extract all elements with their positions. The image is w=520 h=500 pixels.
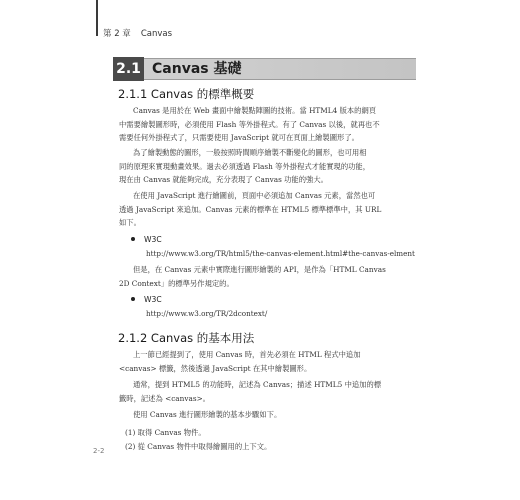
bullet-label: W3C	[144, 235, 162, 244]
paragraph-6	[119, 378, 419, 405]
text-line: 通常，提到 HTML5 的功能時，記述為 Canvas；描述 HTML5 中追加的標	[133, 380, 382, 389]
text-line: 2D Context」的標準另作規定的。	[119, 278, 234, 288]
paragraph-2	[119, 146, 419, 187]
chapter-label: 第 2 章	[103, 29, 131, 39]
text-line: Canvas 是用於在 Web 畫面中繪製點陣圖的技術。當 HTML4 版本的網頁	[133, 106, 377, 115]
paragraph-5	[119, 348, 419, 375]
text-line: 上一節已經提到了，使用 Canvas 時，首先必須在 HTML 程式中追加	[133, 350, 361, 359]
step-item: (2) 從 Canvas 物件中取得繪圖用的上下文。	[125, 442, 272, 451]
bullet-label: W3C	[144, 295, 162, 304]
reference-url: http://www.w3.org/TR/html5/the-canvas-element.html#the-canvas-elment	[146, 249, 415, 258]
text-line: 透過 JavaScript 來追加。Canvas 元素的標準在 HTML5 標準標準中，其 URL	[119, 204, 382, 214]
paragraph-7	[119, 408, 419, 422]
text-line: 中需要繪製圖形時，必須使用 Flash 等外掛程式。有了 Canvas 以後，就再也不	[119, 119, 380, 129]
bullet-icon	[131, 237, 135, 241]
bullet-icon	[131, 297, 135, 301]
text-line: 為了繪製動態的圖形，一般按照時間順序繪製不斷變化的圖形，也可用相	[133, 148, 367, 157]
paragraph-1	[119, 104, 419, 145]
text-line: 使用 Canvas 進行圖形繪製的基本步驟如下。	[133, 410, 282, 419]
bullet-item	[131, 235, 162, 244]
text-line: 但是，在 Canvas 元素中實際進行圖形繪製的 API，是作為「HTML Canvas	[133, 265, 386, 274]
text-line: 籤時，記述為 <canvas>。	[119, 393, 210, 403]
text-line: 現在由 Canvas 就能夠完成，充分表現了 Canvas 功能的強大。	[119, 175, 328, 184]
subsection-heading-1: 2.1.1 Canvas 的標準概要	[118, 87, 255, 101]
reference-url: http://www.w3.org/TR/2dcontext/	[146, 309, 268, 318]
subsection-heading-2: 2.1.2 Canvas 的基本用法	[118, 331, 255, 345]
text-line: <canvas> 標籤，然後透過 JavaScript 在其中繪製圖形。	[119, 363, 312, 373]
text-line: 如下。	[119, 218, 141, 227]
page-number: 2-2	[93, 447, 105, 455]
step-item: (1) 取得 Canvas 物件。	[125, 428, 206, 437]
text-line: 同的原理來實現動畫效果。過去必須透過 Flash 等外掛程式才能實現的功能，	[119, 161, 371, 171]
section-number: 2.1	[113, 57, 144, 81]
chapter-title: Canvas	[140, 29, 173, 39]
running-header-bar	[96, 0, 98, 36]
paragraph-4	[119, 263, 419, 290]
text-line: 在使用 JavaScript 進行繪圖前，頁面中必須追加 Canvas 元素，當然也可	[133, 191, 376, 200]
running-header	[103, 27, 172, 39]
paragraph-3	[119, 189, 419, 230]
section-title: Canvas 基礎	[152, 61, 242, 77]
section-banner	[113, 58, 416, 80]
text-line: 需要任何外掛程式了，只需要使用 JavaScript 就可在頁面上繪製圖形了。	[119, 133, 359, 142]
bullet-item	[131, 295, 162, 304]
